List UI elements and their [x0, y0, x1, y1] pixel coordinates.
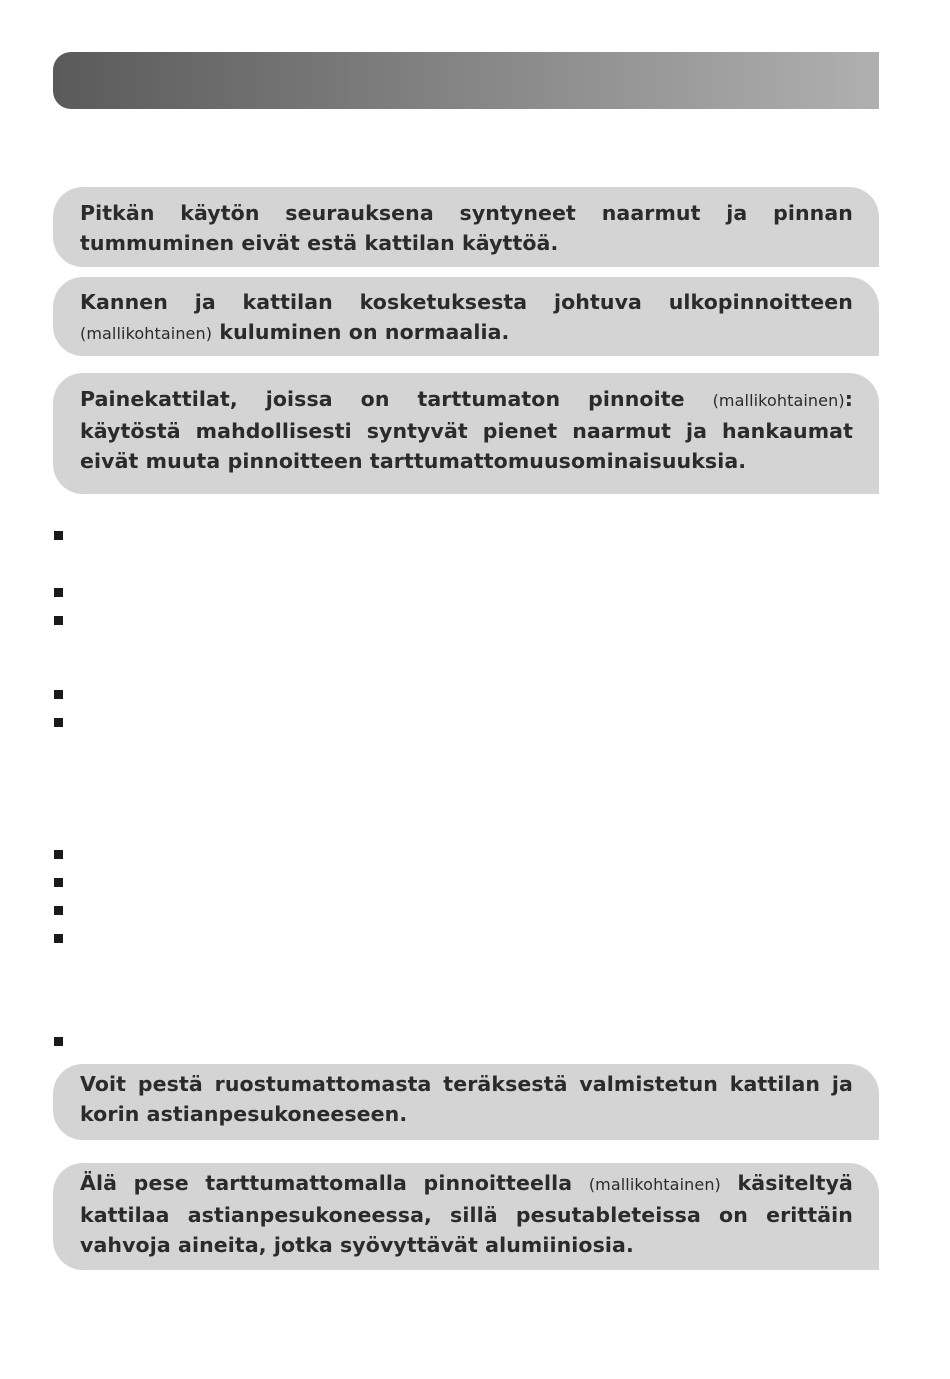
- bullet-marker: [54, 934, 63, 943]
- bullet-marker: [54, 616, 63, 625]
- note-text: Kannen ja kattilan kosketuksesta johtuva ulkopinnoitteen (mallikohtainen) kuluminen on normaalia.: [80, 290, 853, 344]
- bullet-marker: [54, 531, 63, 540]
- section-header-bar: [53, 52, 879, 109]
- bullet-marker: [54, 906, 63, 915]
- note-text: Voit pestä ruostumattomasta teräksestä valmistetun kattilan ja korin astianpesukoneeseen.: [80, 1072, 853, 1126]
- bullet-marker: [54, 850, 63, 859]
- bullet-marker: [54, 878, 63, 887]
- info-note-lid-wear: [53, 277, 879, 356]
- info-note-dishwasher-nonstick: [53, 1163, 879, 1270]
- bullet-marker: [54, 718, 63, 727]
- bullet-marker: [54, 690, 63, 699]
- info-note-scratches: [53, 187, 879, 267]
- info-note-dishwasher-steel: [53, 1064, 879, 1140]
- note-text: Älä pese tarttumattomalla pinnoitteella (mallikohtainen) käsiteltyä kattilaa astianpesukoneessa, sillä pesutableteissa on erittäin vahvoja aineita, jotka syövyttävät alumiiniosia.: [80, 1171, 853, 1257]
- bullet-marker: [54, 1037, 63, 1046]
- bullet-marker: [54, 588, 63, 597]
- note-text: Painekattilat, joissa on tarttumaton pinnoite (mallikohtainen): käytöstä mahdollisesti syntyvät pienet naarmut ja hankaumat eivät muuta pinnoitteen tarttumattomuusominaisuuksia.: [80, 387, 853, 473]
- note-text: Pitkän käytön seurauksena syntyneet naarmut ja pinnan tummuminen eivät estä kattilan käyttöä.: [80, 201, 853, 255]
- info-note-pressure-cookers: [53, 373, 879, 494]
